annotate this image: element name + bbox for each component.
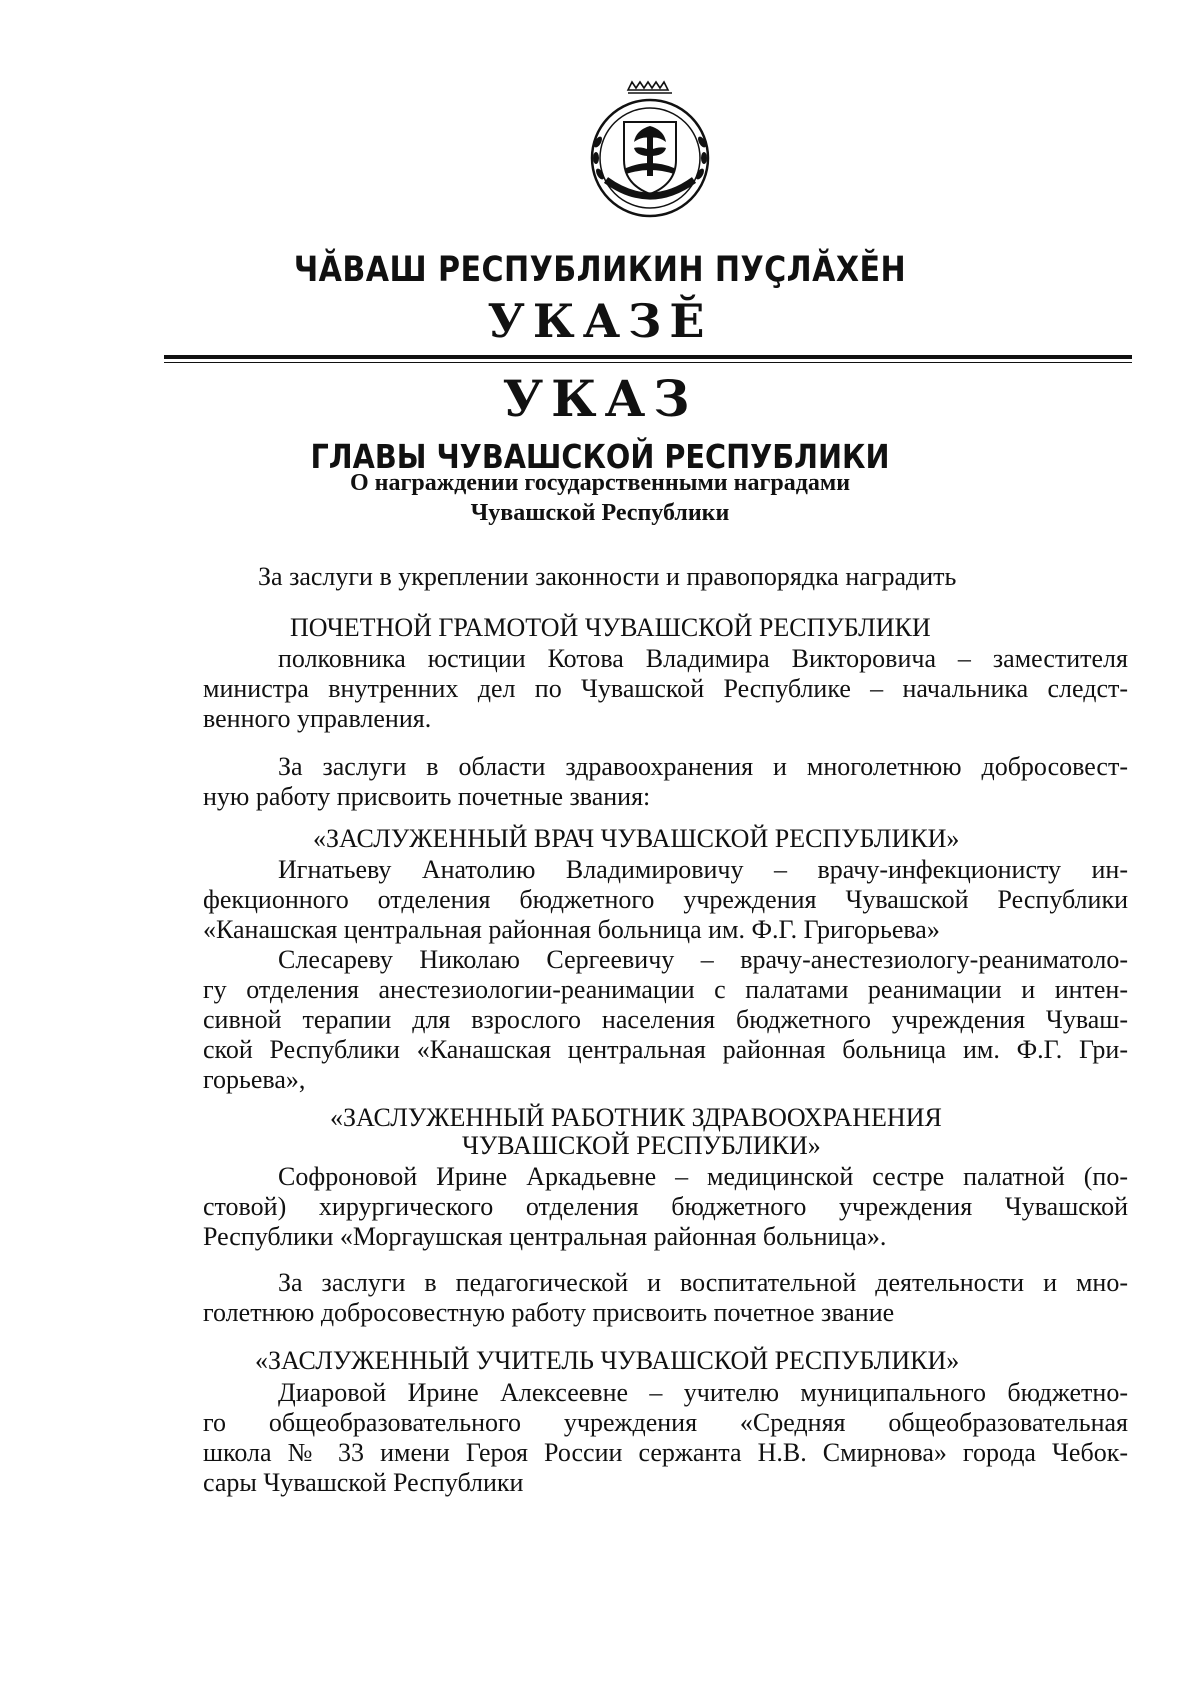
award-title-honorary-diploma: ПОЧЕТНОЙ ГРАМОТОЙ ЧУВАШСКОЙ РЕСПУБЛИКИ [290,613,931,642]
award-recipient-1: полковника юстиции Котова Владимира Викторовича – заместителя министра внутренних дел по Чувашской Республике – начальника следст- венного управления. [203,644,1128,733]
emblem-seal [578,67,735,222]
award-recipient-4: Софроновой Ирине Аркадьевне – медицинской сестре палатной (по- стовой) хирургического отделения бюджетного учреждения Чувашской Республики «Моргаушская центральная районная больница». [203,1162,1128,1251]
award-title-honored-teacher: «ЗАСЛУЖЕННЫЙ УЧИТЕЛЬ ЧУВАШСКОЙ РЕСПУБЛИКИ» [255,1346,960,1375]
header-divider-thick [164,355,1132,359]
decree-title: УКАЗ [502,369,698,428]
section-3-intro: За заслуги в педагогической и воспитательной деятельности и мно- голетнюю добросовестную работу присвоить почетное звание [203,1268,1128,1327]
award-title-honored-doctor: «ЗАСЛУЖЕННЫЙ ВРАЧ ЧУВАШСКОЙ РЕСПУБЛИКИ» [313,824,960,853]
award-recipient-3: Слесареву Николаю Сергеевичу – врачу-анестезиологу-реаниматоло- гу отделения анестезиологии-реанимации с палатами реанимации и интен- сивной терапии для взрослого населения бюджетного учреждения Чуваш- ской Республики «Канашская центральная районная больница им. Ф.Г. Гри- горьева», [203,945,1128,1094]
award-recipient-5: Диаровой Ирине Алексеевне – учителю муниципального бюджетно- го общеобразовательного учреждения «Средняя общеобразовательная школа № 33 имени Героя России сержанта Н.В. Смирнова» города Чебок- сары Чувашской Республики [203,1378,1128,1497]
section-1-intro: За заслуги в укреплении законности и правопорядка наградить [258,562,957,591]
subject-line-2: Чувашской Республики [470,500,730,526]
header-divider-thin [164,362,1132,363]
award-title-honored-health-worker: «ЗАСЛУЖЕННЫЙ РАБОТНИК ЗДРАВООХРАНЕНИЯ [330,1103,942,1132]
chuvash-issuer-title: ЧĂВАШ РЕСПУБЛИКИН ПУÇЛĂХĔН [293,250,907,290]
emblem-motto: ЧĂВАШ РЕСПУБЛИКИ • ЧУВАШСКАЯ РЕСПУБЛИКА [578,67,735,74]
chuvash-decree-title: УКАЗĔ [487,294,713,348]
award-title-honored-health-worker-2: ЧУВАШСКОЙ РЕСПУБЛИКИ» [462,1131,821,1160]
issuer-title: ГЛАВЫ ЧУВАШСКОЙ РЕСПУБЛИКИ [310,437,890,476]
subject-line-1: О награждении государственными наградами [349,470,851,496]
crown-icon [628,82,672,93]
award-recipient-2: Игнатьеву Анатолию Владимировичу – врачу-инфекционисту ин- фекционного отделения бюджетного учреждения Чувашской Республики «Канашская центральная районная больница им. Ф.Г. Григорьева» [203,855,1128,944]
section-2-intro: За заслуги в области здравоохранения и многолетнюю добросовест- ную работу присвоить почетные звания: [203,752,1128,811]
